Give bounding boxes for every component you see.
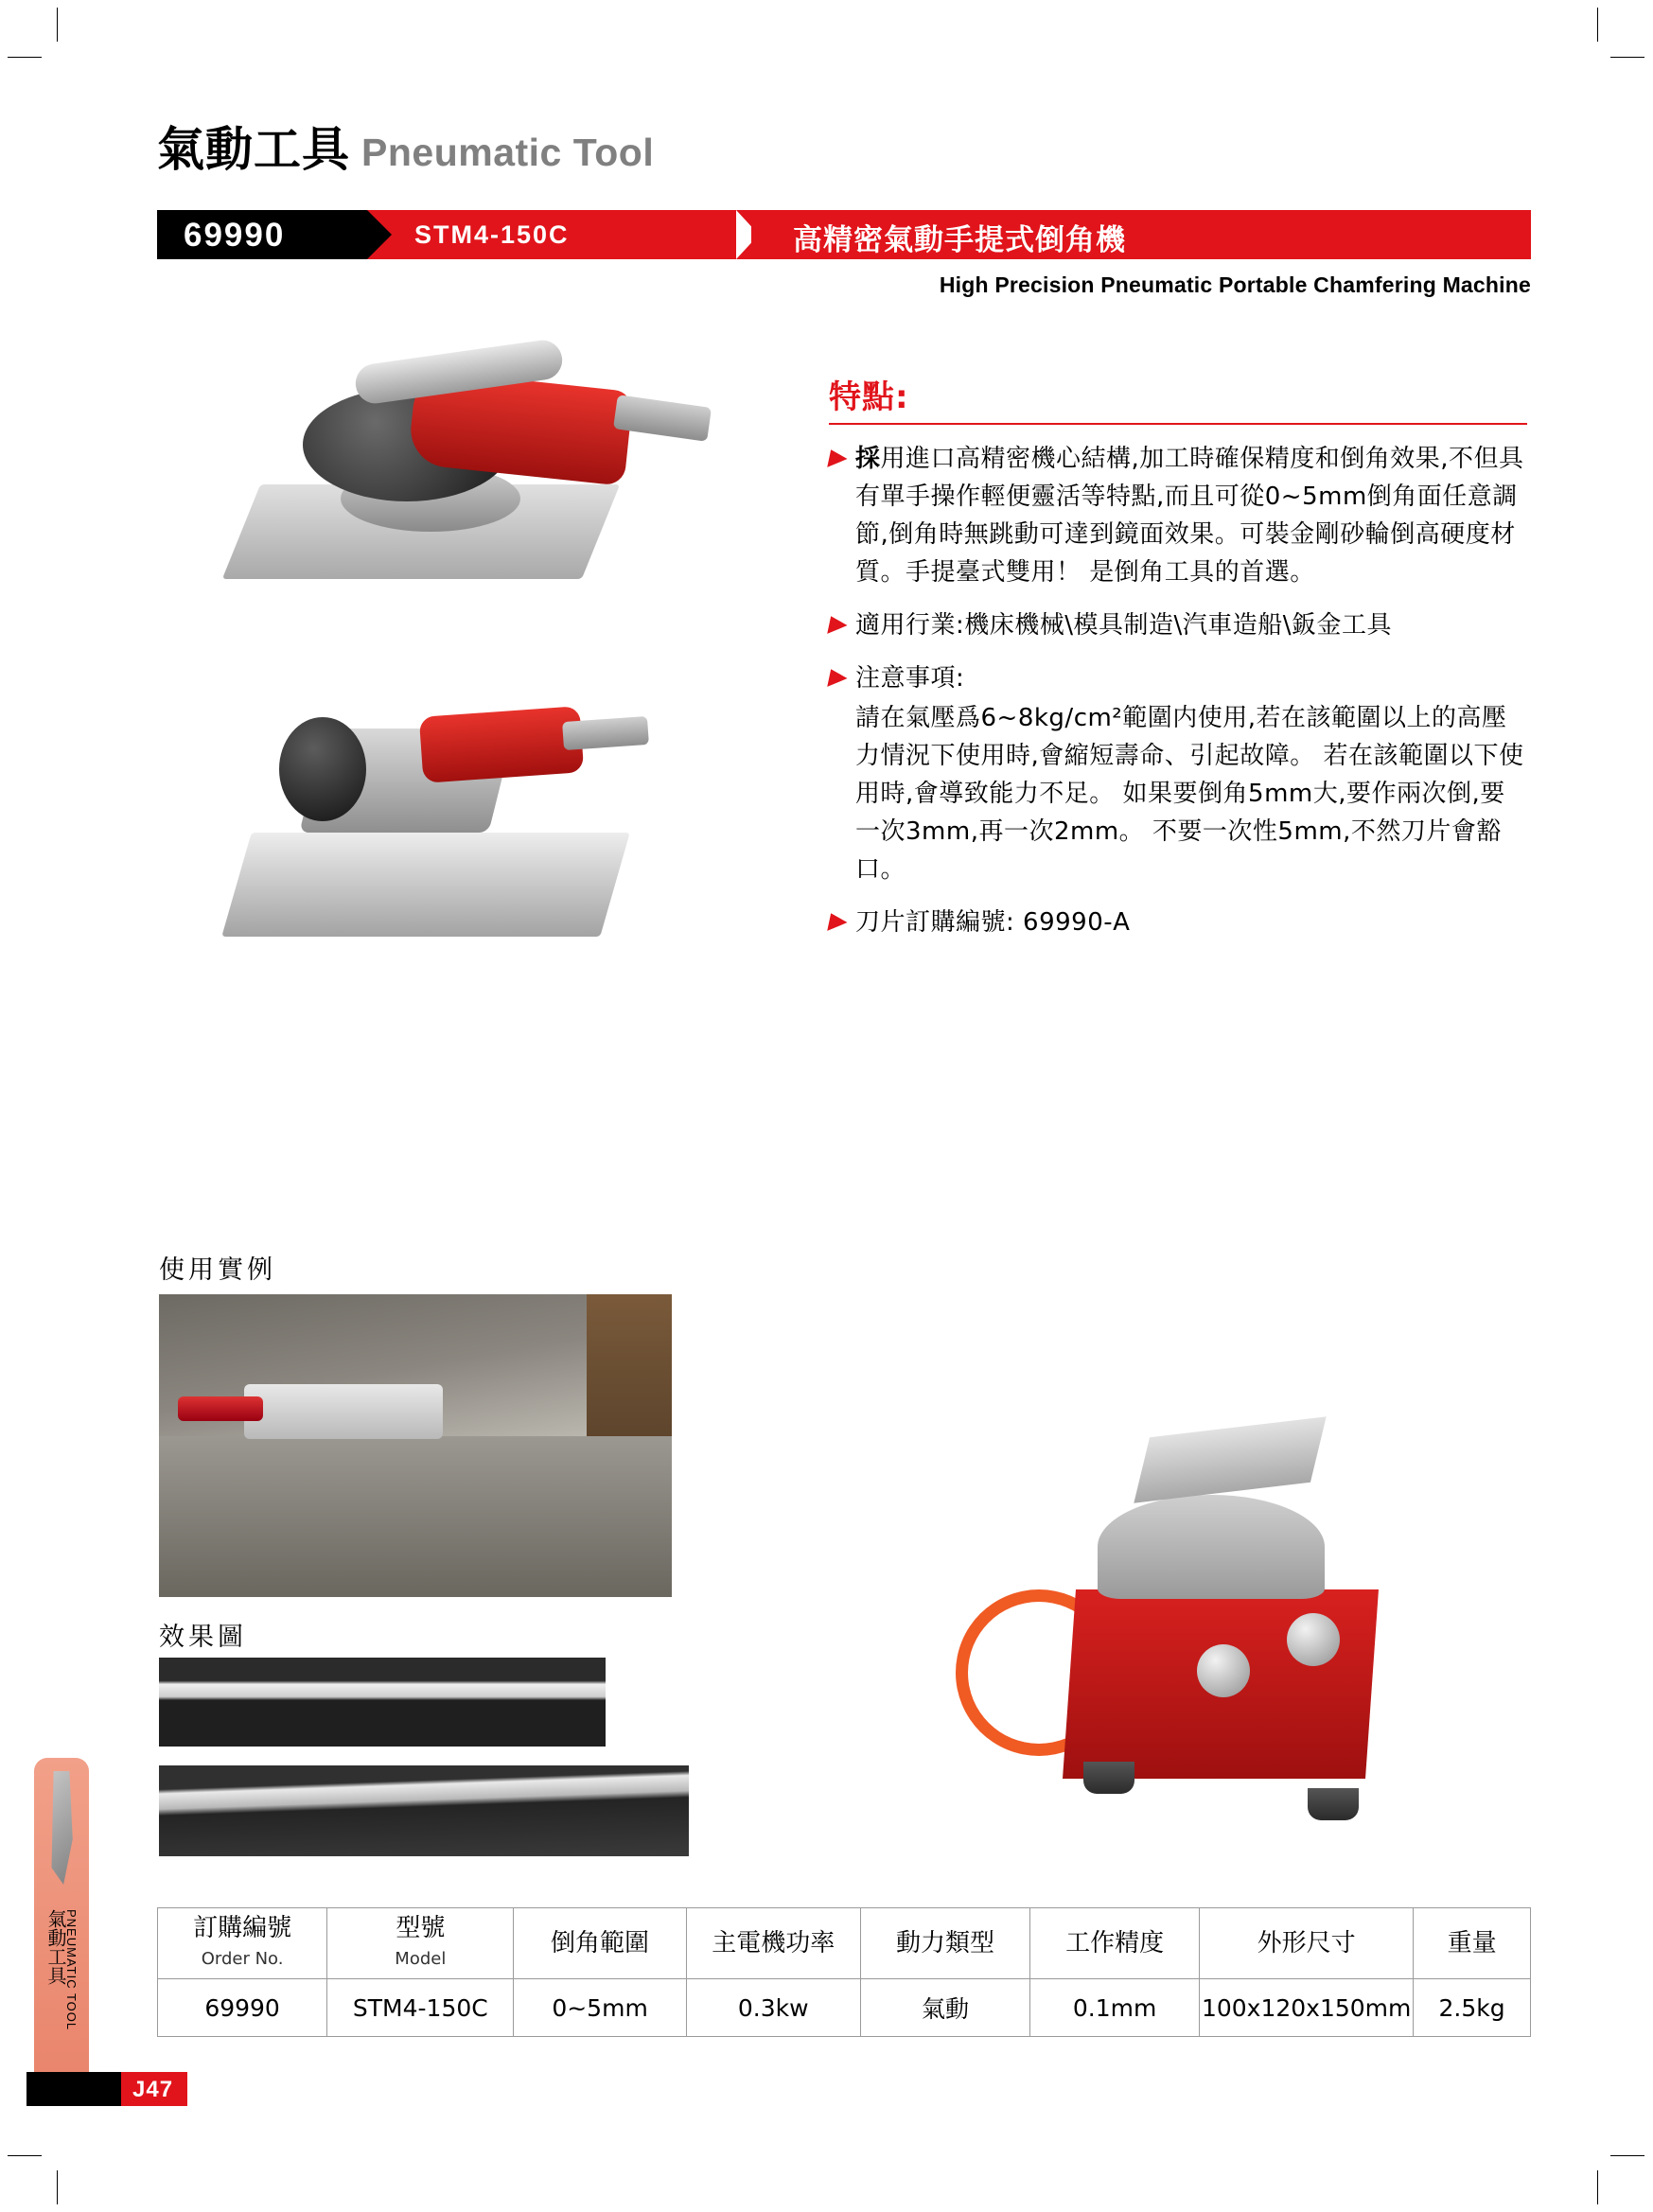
side-tab-label-cn: 氣動工具 [44, 1909, 67, 1985]
spec-col-model [327, 1908, 514, 1979]
usage-photo-hose [178, 1396, 263, 1421]
spec-col-model-cn: 型號 [396, 1913, 446, 1942]
feature-item [829, 440, 1529, 591]
banner-chevron-inner-icon [751, 210, 774, 259]
bullet-triangle-icon [827, 669, 849, 691]
crop-mark-bottom-left-h [8, 2155, 42, 2156]
bullet-triangle-icon [827, 616, 849, 638]
crop-mark-bottom-left [57, 2170, 58, 2204]
effect-photo-2 [159, 1765, 689, 1856]
feature-item [829, 606, 1529, 644]
page-title-cn: 氣動工具 [157, 122, 350, 177]
bench-machine-photo [956, 1410, 1486, 1854]
product-photo-side-body [419, 706, 584, 783]
feature-text: 刀片訂購編號: 69990-A [855, 908, 1131, 937]
crop-mark-top-left-h [8, 57, 42, 58]
cell-model: STM4-150C [327, 1979, 514, 2037]
crop-mark-bottom-right [1597, 2170, 1598, 2204]
feature-subtext: 請在氣壓爲6~8kg/cm²範圍内使用,若在該範圍以上的高壓力情況下使用時,會縮短壽命、引起故障。 若在該範圍以下使用時,會導致能力不足。 如果要倒角5mm大,要作兩次倒,要一次3mm,再一次2mm。 不要一次性5mm,不然刀片會豁口。 [855, 704, 1524, 884]
spec-col-order-no-cn: 訂購編號 [193, 1913, 292, 1942]
side-tab-label-en: PNEUMATIC TOOL [64, 1909, 79, 2031]
spec-col-weight [1414, 1908, 1531, 1979]
spec-table [157, 1907, 1531, 2037]
feature-body: 用進口高精密機心結構,加工時確保精度和倒角效果,不但具有單手操作輕便靈活等特點,而且可從0~5mm倒角面任意調節,倒角時無跳動可達到鏡面效果。可裝金剛砂輪倒高硬度材質。手提臺式雙用！ 是倒角工具的首選。 [855, 445, 1524, 587]
bench-machine-knob-2 [1287, 1613, 1340, 1666]
product-photo-top [241, 342, 771, 588]
side-tab [34, 1758, 89, 2098]
bench-machine-knob-1 [1197, 1644, 1250, 1697]
feature-item [829, 659, 1529, 888]
usage-label: 使用實例 [159, 1255, 276, 1285]
footer-black-block [26, 2072, 121, 2106]
pneumatic-tool-icon [42, 1771, 81, 1885]
usage-photo-tool [244, 1384, 443, 1439]
features-divider [829, 423, 1527, 425]
bench-machine-foot-1 [1083, 1762, 1134, 1794]
spec-col-dimensions-cn: 外形尺寸 [1257, 1929, 1356, 1957]
feature-text: 注意事項: [855, 664, 965, 693]
page-number: J47 [132, 2077, 174, 2102]
effect-photo-1 [159, 1658, 606, 1747]
crop-mark-bottom-right-h [1610, 2155, 1644, 2156]
bench-machine-foot-2 [1308, 1788, 1359, 1820]
spec-col-weight-cn: 重量 [1447, 1929, 1497, 1957]
page-title-en: Pneumatic Tool [361, 131, 655, 174]
spec-col-accuracy-cn: 工作精度 [1065, 1929, 1165, 1957]
cell-chamfer-range: 0~5mm [514, 1979, 686, 2037]
spec-col-power-type-cn: 動力類型 [895, 1929, 994, 1957]
feature-lead: 採 [855, 445, 881, 473]
table-row [158, 1979, 1531, 2037]
cell-accuracy: 0.1mm [1030, 1979, 1200, 2037]
crop-mark-top-left [57, 8, 58, 42]
spec-col-model-en: Model [395, 1948, 447, 1969]
cell-dimensions: 100x120x150mm [1200, 1979, 1414, 2037]
bench-machine-work-plate [1134, 1416, 1326, 1502]
feature-text [855, 440, 1529, 591]
spec-table-header-row [158, 1908, 1531, 1979]
spec-col-motor-power-cn: 主電機功率 [712, 1929, 835, 1957]
banner-name-en: High Precision Pneumatic Portable Chamfering Machine [939, 272, 1531, 297]
cell-power-type: 氣動 [860, 1979, 1029, 2037]
bullet-triangle-icon [827, 449, 849, 471]
spec-col-order-no-en: Order No. [201, 1948, 284, 1969]
spec-col-chamfer-range-cn: 倒角範圍 [551, 1929, 650, 1957]
banner-black-arrow-icon [367, 210, 392, 259]
banner-order-no: 69990 [184, 217, 286, 254]
product-photo-side-dome [279, 717, 366, 821]
page-footer [26, 2072, 187, 2106]
cell-order-no: 69990 [158, 1979, 327, 2037]
features-section [829, 371, 1529, 941]
spec-col-chamfer-range [514, 1908, 686, 1979]
crop-mark-top-right-h [1610, 57, 1644, 58]
spec-col-motor-power [686, 1908, 860, 1979]
crop-mark-top-right [1597, 8, 1598, 42]
page-title [157, 112, 654, 180]
usage-photo-worktable [159, 1436, 672, 1597]
bullet-triangle-icon [827, 913, 849, 935]
features-title: 特點: [829, 378, 909, 416]
cell-weight: 2.5kg [1414, 1979, 1531, 2037]
product-photo-side [237, 700, 729, 946]
usage-photo [159, 1294, 672, 1597]
banner-name-cn: 高精密氣動手提式倒角機 [793, 223, 1126, 257]
spec-col-accuracy [1030, 1908, 1200, 1979]
bench-machine-head [1098, 1495, 1325, 1599]
effect-label: 效果圖 [159, 1623, 247, 1652]
feature-item [829, 904, 1529, 941]
product-banner [157, 210, 1531, 259]
feature-text: 適用行業:機床機械\模具制造\汽車造船\鈑金工具 [855, 611, 1393, 640]
banner-model: STM4-150C [414, 220, 570, 249]
cell-motor-power: 0.3kw [686, 1979, 860, 2037]
product-photo-side-base-plate [221, 833, 630, 937]
spec-col-power-type [860, 1908, 1029, 1979]
spec-col-dimensions [1200, 1908, 1414, 1979]
spec-col-order-no [158, 1908, 327, 1979]
product-photo-side-air-inlet [562, 716, 649, 750]
